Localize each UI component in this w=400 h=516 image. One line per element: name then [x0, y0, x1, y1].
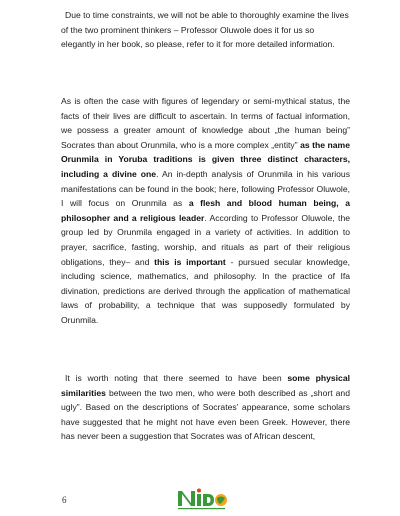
logo-stroke	[203, 494, 214, 506]
page-number: 6	[62, 495, 67, 505]
text-run: between the two men, who were both described as „short and ugly”. Based on the descriptions of Socrates’ appearance, some scholars have suggested that he might not have even been Greek. However, there has never been a suggestion that Socrates was of African descent,	[61, 387, 350, 442]
logo-dot	[197, 489, 201, 493]
logo-stroke	[182, 491, 195, 506]
intro-text: Due to time constraints, we will not be able to thoroughly examine the lives of the two prominent thinkers – Professor Oluwole does it for us so elegantly in her book, so please, refer to it for more detailed information.	[61, 10, 349, 50]
logo-label: NIDO	[176, 486, 179, 487]
logo-underline	[178, 508, 225, 509]
body-paragraph-similarities	[61, 371, 350, 444]
text-run: As is often the case with figures of legendary or semi-mythical status, the facts of their lives are difficult to ascertain. In terms of factual information, we possess a greater amount of knowledge about „the human being” Socrates than about Orunmila, who is a more complex „entity”	[61, 96, 350, 150]
nido-logo	[176, 486, 228, 510]
text-run: - pursued secular knowledge, including science, mathematics, and philosophy. In the practice of Ifa divination, predictions are derived through the application of mathematical laws of probability, a technique that was supposedly formulated by Orunmila.	[61, 256, 350, 325]
logo-stroke	[178, 491, 182, 506]
body-paragraph-orunmila	[61, 94, 350, 328]
text-run: . An in-depth analysis of Orunmila in his various manifestations can be found in the book; here, following Professor Oluwole, I will focus on Orunmila as	[61, 168, 350, 209]
emphasis-flesh-and-blood: a flesh and blood human being, a philosopher and a religious leader	[61, 198, 351, 223]
text-run: . According to Professor Oluwole, the group led by Orunmila engaged in a variety of activities. In addition to prayer, sacrifice, fasting, worship, and rituals as part of their religious obligations, they– and	[61, 212, 351, 267]
text-run: It is worth noting that there seemed to have been	[65, 373, 288, 383]
logo-stroke	[197, 494, 201, 506]
intro-paragraph	[61, 8, 350, 52]
emphasis-physical-similarities: some physical similarities	[61, 373, 351, 398]
emphasis-this-is-important: this is important	[154, 256, 226, 267]
emphasis-three-characters: as the name Orunmila in Yoruba traditions is given three distinct characters, including a divine one	[61, 139, 350, 179]
